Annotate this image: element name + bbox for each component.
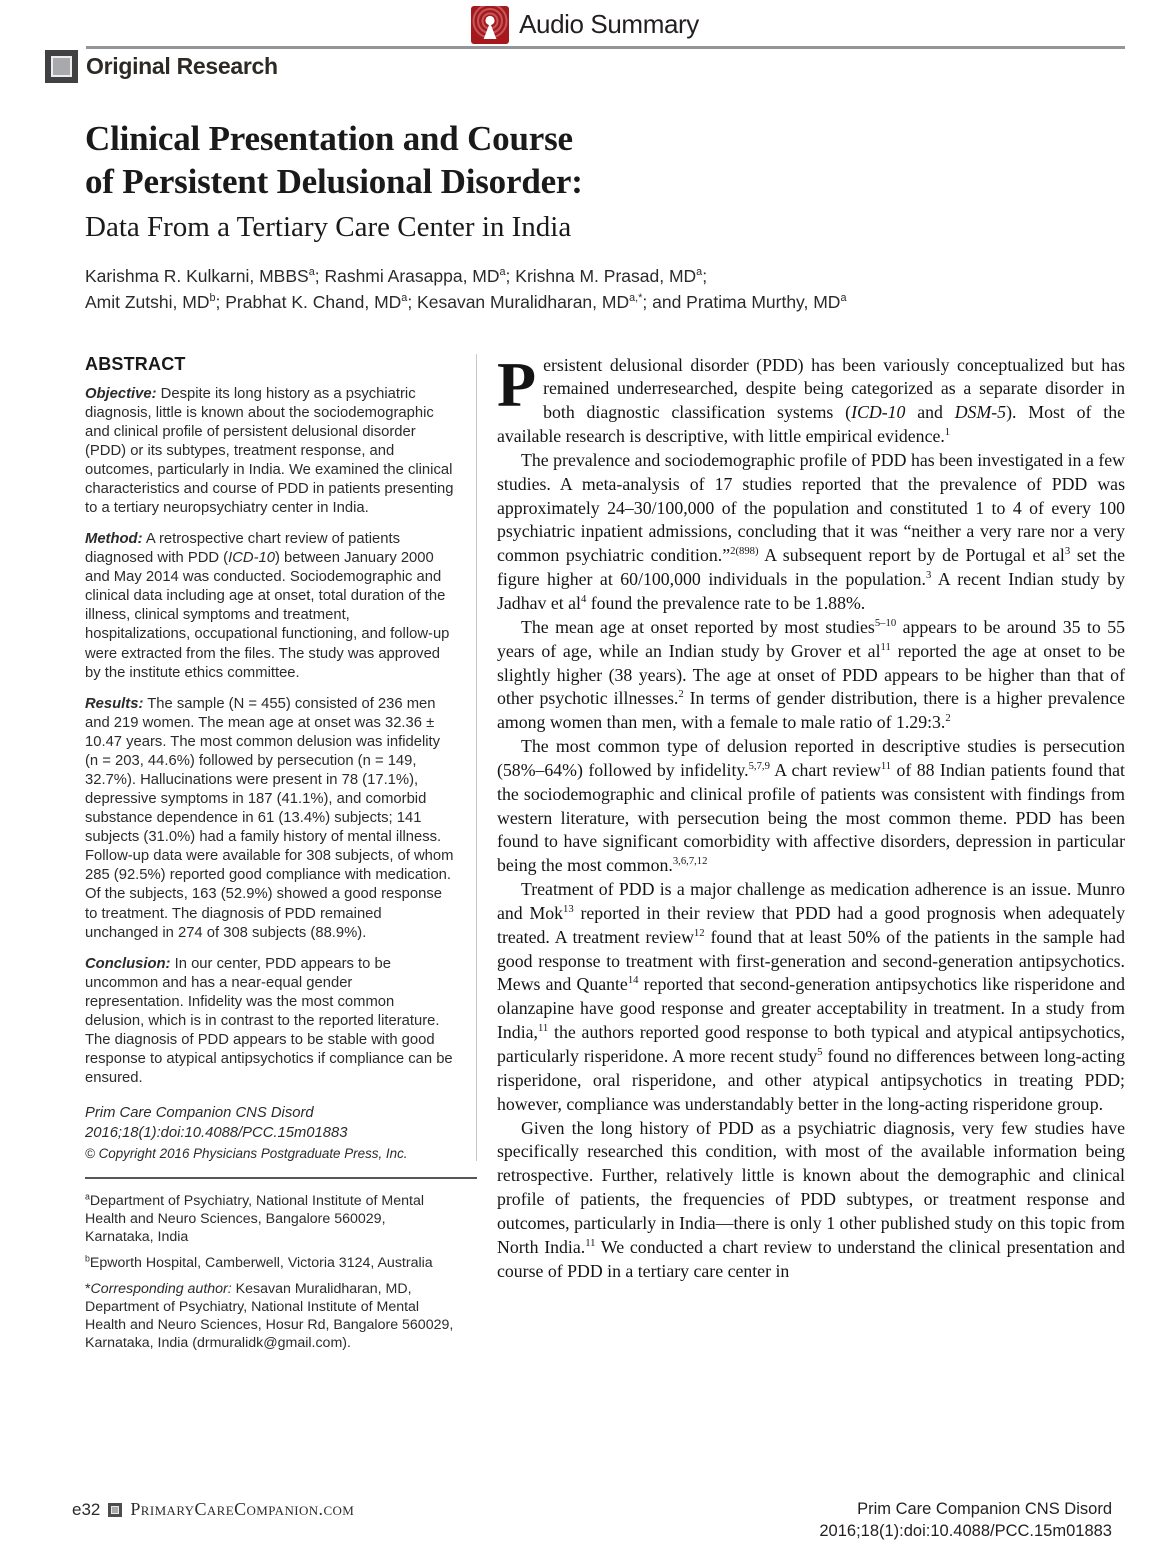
body-paragraph-5: Treatment of PDD is a major challenge as medication adherence is an issue. Munro and Mok$^{13}$ reported in their review that PDD had a good prognosis when adequately treated. A treatment review$^{12}$ found that at least 50% of the patients in the sample had good response to treatment with first-generation and second-generation antipsychotics. Mews and Quante$^{14}$ reported that second-generation antipsychotics like risperidone and olanzapine have good response and greater acceptability in treatment. In a study from India,$^{11}$ the authors reported good response to both typical and atypical antipsychotics, particularly risperidone. A more recent study$^5$ found no differences between long-acting risperidone, oral risperidone, and other atypical antipsychotics in treating PDD; however, compliance was understandably better in the long-acting risperidone group. xyxy=(497,879,1126,1114)
article-title-line2: of Persistent Delusional Disorder: xyxy=(85,162,583,202)
abstract-conclusion-label: Conclusion: xyxy=(85,955,171,972)
abstract-objective xyxy=(85,385,454,519)
page-number: e32 xyxy=(72,1499,101,1519)
banner-right xyxy=(86,46,1125,83)
dropcap-letter: P xyxy=(497,348,537,420)
abstract-results-label: Results: xyxy=(85,695,144,712)
abstract-method xyxy=(85,530,454,683)
abstract-conclusion-text: In our center, PDD appears to be uncommon and has a near-equal gender representation. Infidelity was the most common delusion, which is in contrast to the reported literature. The diagnosis of PDD appears to be stable with good response to atypical antipsychotics if compliance can be ensured. xyxy=(85,955,453,1087)
journal-citation-line2: 2016;18(1):doi:10.4088/PCC.15m01883 xyxy=(85,1124,348,1141)
body-paragraph-3: The mean age at onset reported by most studies$^{5-10}$ appears to be around 35 to 55 years of age, while an Indian study by Grover et $al^{11}$ reported the age at onset to be slightly higher (38 years). The age at onset of PDD appears to be higher than that of other psychotic illnesses.$^2$ In terms of gender distribution, there is a higher prevalence among women than men, with a female to male ratio of 1.29:3.$^2$ xyxy=(497,616,1126,733)
section-banner xyxy=(45,46,1125,83)
journal-citation-line1: Prim Care Companion CNS Disord xyxy=(85,1105,314,1122)
abstract-results-text: The sample (N = 455) consisted of 236 men and 219 women. The mean age at onset was 32.36 ± 10.47 years. The most common delusion was infidelity (n = 203, 44.6%) followed by persecution (n = 149, 32.7%). Hallucinations were present in 78 (17.1%), depressive symptoms in 187 (41.1%), and comorbid substance dependence in 61 (13.4%) subjects; 141 subjects (31.0%) had a family history of mental illness. Follow-up data were available for 308 subjects, of whom 285 (92.5%) reported good compliance with medication. Of the subjects, 163 (52.9%) showed a good response to treatment. The diagnosis of PDD remained unchanged in 274 of 308 subjects (88.9%). xyxy=(85,695,454,941)
title-block xyxy=(85,117,1085,245)
footer-square-icon-inner xyxy=(111,1506,119,1514)
affiliations-divider xyxy=(85,1177,477,1179)
footer-journal-info xyxy=(819,1499,1112,1542)
article-title xyxy=(85,117,1085,204)
abstract-method-text: A retrospective chart review of patients diagnosed with PDD (ICD-10) between January 2000 and May 2014 was conducted. Sociodemographic and clinical data including age at onset, total duration of the illness, clinical symptoms and treatment, hospitalizations, occupational functioning, and follow-up were extracted from the files. The study was approved by the institute ethics committee. xyxy=(85,531,450,681)
page-footer xyxy=(72,1499,1112,1542)
section-label: Original Research xyxy=(86,53,278,79)
affiliations xyxy=(85,1192,477,1352)
banner-rule xyxy=(86,46,1125,49)
body-paragraph-2: The prevalence and sociodemographic profile of PDD has been investigated in a few studies. A meta-analysis of 17 studies reported that the prevalence of PDD was approximately 24–30/100,000 of the population and constituted 1 to 4 of every 100 psychiatric inpatient admissions, concluding that it was “neither a very rare nor a very common psychiatric condition.”$^{2(898)}$ A subsequent report by de Portugal et $al^3$ set the figure higher at 60/100,000 individuals in the population.$^3$ A recent Indian study by Jadhav et $al^4$ found the prevalence rate to be 1.88%. xyxy=(497,449,1125,613)
body-paragraph-1 xyxy=(497,348,1125,449)
abstract-method-label: Method: xyxy=(85,531,143,548)
footer-journal-line2: 2016;18(1):doi:10.4088/PCC.15m01883 xyxy=(819,1521,1112,1540)
journal-citation xyxy=(85,1104,454,1142)
footer-left xyxy=(72,1499,354,1520)
corresponding-author: *Corresponding author: Kesavan Muralidharan, MD, Department of Psychiatry, National Institute of Mental Health and Neuro Sciences, Hosur Rd, Bangalore 560029, Karnataka, India (drmuralidk@gmail.com). xyxy=(85,1280,454,1351)
original-research-icon xyxy=(45,50,78,83)
footer-journal-line1: Prim Care Companion CNS Disord xyxy=(857,1500,1112,1519)
footer-square-icon xyxy=(108,1503,122,1517)
body-paragraph-1-text: ersistent delusional disorder (PDD) has been variously conceptualized but has remained underresearched, despite being categorized as a separate disorder in both diagnostic classification systems (ICD-10 and DSM-5). Most of the available research is descriptive, with little empirical evidence.$^1$ xyxy=(497,354,1125,447)
audio-summary-label: Audio Summary xyxy=(519,9,699,39)
body-paragraph-4: The most common type of delusion reported in descriptive studies is persecution (58%–64%) followed by infidelity.$^{5,7,9}$ A chart review$^{11}$ of 88 Indian patients found that the sociodemographic and clinical profile of patients was consistent with findings from western literature, with persecution being the most common theme. PDD has been found to have significant comorbidity with affective disorders, depression in particular being the most common.$^{3,6,7,12}$ xyxy=(497,736,1125,876)
article-columns xyxy=(85,348,1126,1360)
article-title-line1: Clinical Presentation and Course xyxy=(85,119,573,158)
abstract-results xyxy=(85,695,454,943)
copyright-notice: © Copyright 2016 Physicians Postgraduate Press, Inc. xyxy=(85,1145,408,1161)
abstract-heading: ABSTRACT xyxy=(85,353,186,374)
body-paragraph-6: Given the long history of PDD as a psychiatric diagnosis, very few studies have specifically researched this condition, with most of the available information being retrospective. Further, relatively little is known about the demographic and clinical profile of patients, the frequencies of PDD subtypes, or treatment response and outcomes, particularly in India—there is only 1 other published study on this topic from North India.$^{11}$ We conducted a chart review to understand the clinical presentation and course of PDD in a tertiary care center in xyxy=(497,1117,1125,1281)
original-research-icon-inner xyxy=(51,56,72,77)
footer-site: PrimaryCareCompanion.com xyxy=(130,1499,355,1520)
article-subtitle: Data From a Tertiary Care Center in India xyxy=(85,210,572,243)
abstract-objective-label: Objective: xyxy=(85,385,157,402)
main-text-column xyxy=(477,348,1126,1284)
author-line-2: Amit Zutshi, $MD^b$; Prabhat K. Chand, $MD^a$; Kesavan Muralidharan, $MD^{a,*}$; and Pratima Murthy, $MD^a$ xyxy=(85,292,847,313)
audio-summary-header xyxy=(0,0,1170,44)
affiliation-b: $^b$Epworth Hospital, Camberwell, Victoria 3124, Australia xyxy=(85,1253,433,1271)
audio-summary-icon xyxy=(471,6,509,44)
affiliation-a: $^a$Department of Psychiatry, National Institute of Mental Health and Neuro Sciences, Bangalore 560029, Karnataka, India xyxy=(85,1191,424,1245)
author-line-1: Karishma R. Kulkarni, MBBS$^a$; Rashmi Arasappa, $MD^a$; Krishna M. Prasad, $MD^a$; xyxy=(85,266,708,287)
abstract-objective-text: Despite its long history as a psychiatric diagnosis, little is known about the sociodemographic and clinical profile of persistent delusional disorder (PDD) or its subtypes, treatment response, and outcomes, particularly in India. We examined the clinical characteristics and course of PDD in patients presenting to a tertiary neuropsychiatry center in India. xyxy=(85,385,454,516)
author-list xyxy=(85,263,1085,316)
abstract-box xyxy=(85,354,477,1161)
abstract-column xyxy=(85,354,477,1360)
abstract-conclusion xyxy=(85,955,454,1089)
